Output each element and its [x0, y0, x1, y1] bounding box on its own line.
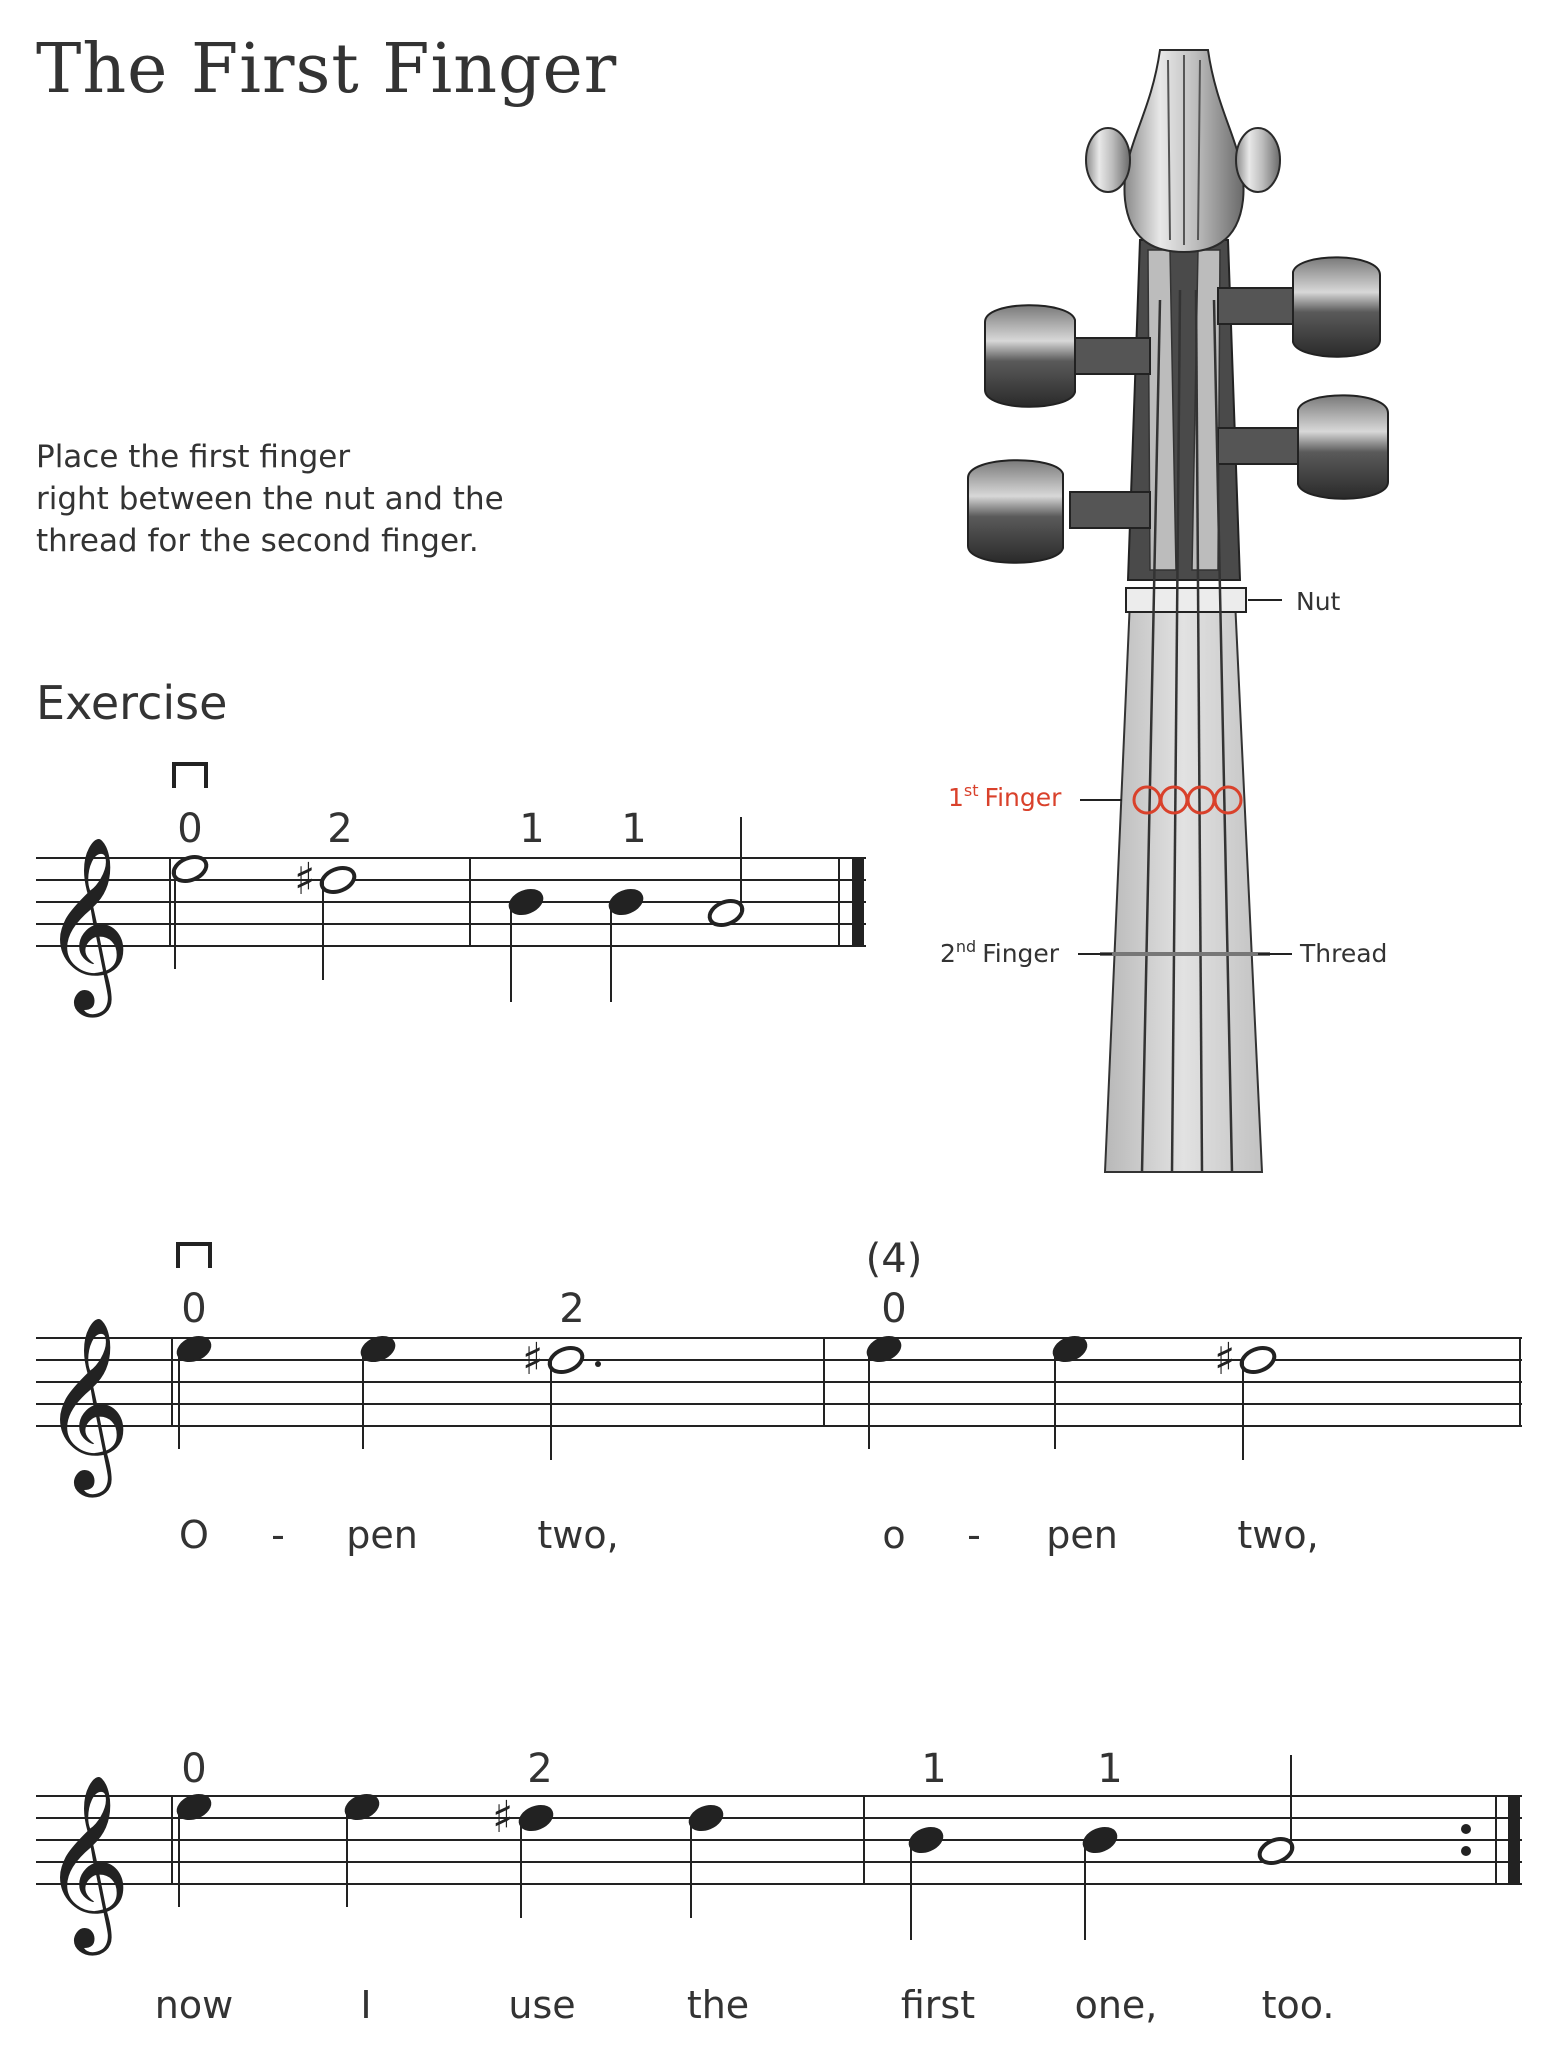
- sharp-icon: ♯: [294, 854, 316, 905]
- fingering: 0: [881, 1286, 907, 1332]
- lyric: pen: [1046, 1513, 1118, 1557]
- thread-label: Thread: [1300, 939, 1388, 968]
- second-finger-label: 2nd Finger: [940, 937, 1060, 968]
- note-head: [1238, 1343, 1278, 1376]
- bar-line: [863, 1796, 865, 1884]
- lyric: the: [686, 1983, 750, 2027]
- fingering: 2: [327, 806, 353, 852]
- bar-line: [1495, 1796, 1497, 1884]
- lyric: -: [271, 1513, 285, 1557]
- fingering: 2: [559, 1286, 585, 1332]
- fingering: 1: [621, 806, 647, 852]
- bar-line: [823, 1338, 825, 1426]
- bar-line: [171, 1338, 173, 1426]
- note-head: [686, 1801, 726, 1834]
- lyric: o: [882, 1513, 906, 1557]
- down-bow-icon: [174, 764, 206, 788]
- treble-clef-icon: 𝄞: [42, 1316, 131, 1490]
- note-head: [318, 863, 358, 896]
- first-finger-label: 1st Finger: [948, 781, 1062, 812]
- fingering: 0: [181, 1746, 207, 1792]
- lyric: pen: [346, 1513, 418, 1557]
- lyric: use: [508, 1983, 576, 2027]
- bar-line: [469, 858, 471, 946]
- note-head: [906, 1823, 946, 1856]
- note-head: [546, 1343, 586, 1376]
- fingering: 0: [177, 806, 203, 852]
- note-head: [516, 1801, 556, 1834]
- lyric: two,: [537, 1513, 619, 1557]
- lyric: too.: [1261, 1983, 1335, 2027]
- bar-line: [169, 858, 171, 946]
- bar-line: [852, 858, 864, 946]
- lyric: -: [967, 1513, 981, 1557]
- note-head: [606, 885, 646, 918]
- exercise-heading: Exercise: [36, 676, 228, 730]
- bar-line: [171, 1796, 173, 1884]
- page-title: The First Finger: [36, 30, 618, 109]
- repeat-dot: [1461, 1824, 1471, 1834]
- down-bow-icon: [178, 1244, 210, 1268]
- instruction-line: thread for the second finger.: [36, 523, 479, 559]
- fingering: 1: [1097, 1746, 1123, 1792]
- lyric: one,: [1074, 1983, 1158, 2027]
- lyric: O: [179, 1513, 209, 1557]
- fingering: 0: [181, 1286, 207, 1332]
- note-head: [506, 885, 546, 918]
- instruction-line: Place the first finger: [36, 439, 351, 475]
- treble-clef-icon: 𝄞: [42, 836, 131, 1010]
- augmentation-dot: [595, 1361, 601, 1367]
- lyric: two,: [1237, 1513, 1319, 1557]
- bar-line: [1508, 1796, 1520, 1884]
- lyric: now: [154, 1983, 234, 2027]
- sharp-icon: ♯: [492, 1792, 514, 1843]
- sharp-icon: ♯: [1214, 1334, 1236, 1385]
- fingering: 1: [519, 806, 545, 852]
- bar-line: [838, 858, 840, 946]
- fingering: 2: [527, 1746, 553, 1792]
- treble-clef-icon: 𝄞: [42, 1774, 131, 1948]
- repeat-dot: [1461, 1846, 1471, 1856]
- lyric: I: [360, 1983, 372, 2027]
- fingering-note: (4): [865, 1236, 923, 1282]
- bar-line: [1519, 1338, 1521, 1426]
- sharp-icon: ♯: [522, 1334, 544, 1385]
- lyric: first: [900, 1983, 976, 2027]
- fingering: 1: [921, 1746, 947, 1792]
- nut-label: Nut: [1296, 587, 1341, 616]
- note-head: [1080, 1823, 1120, 1856]
- instruction-line: right between the nut and the: [36, 481, 504, 517]
